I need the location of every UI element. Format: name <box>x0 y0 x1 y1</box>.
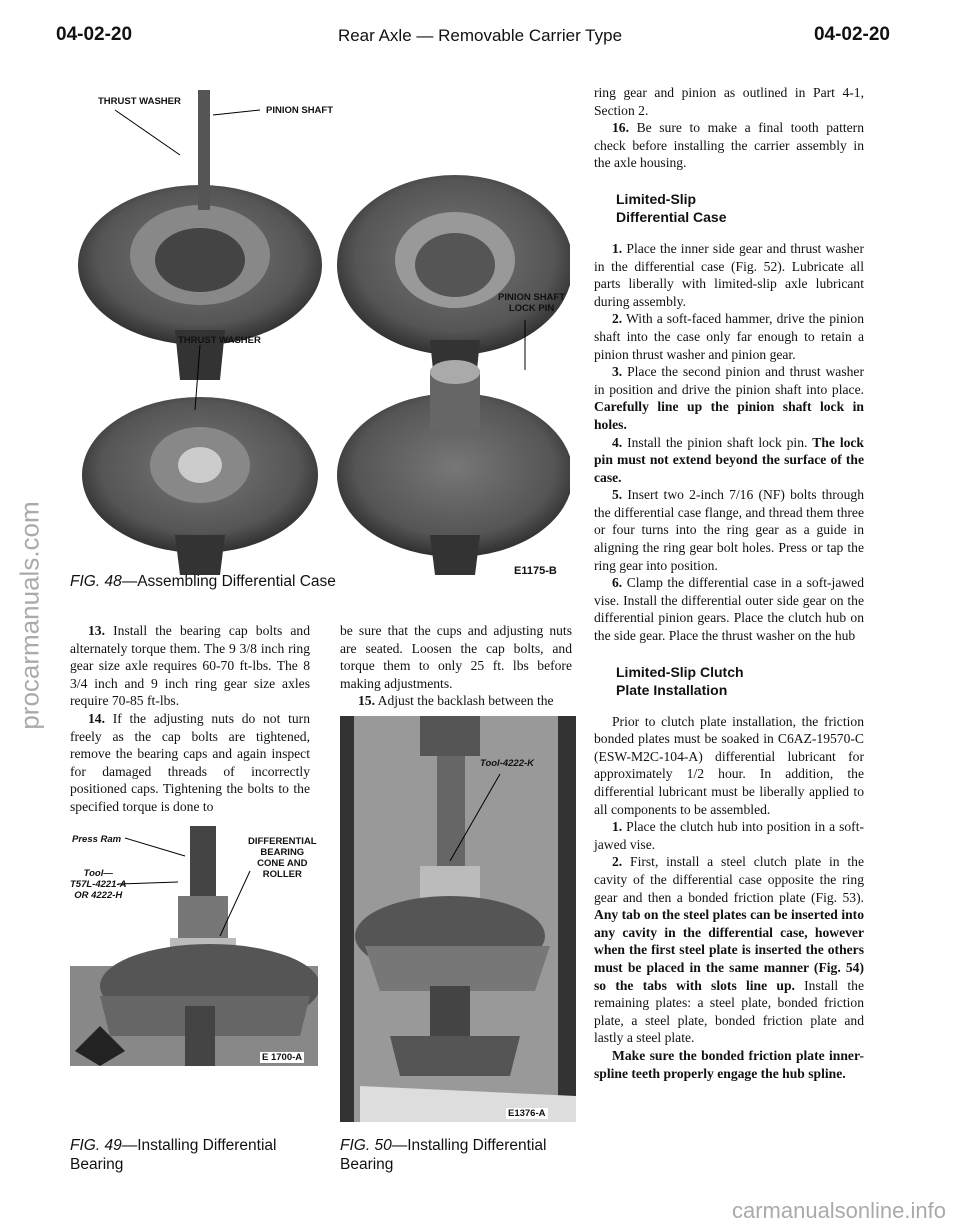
clutch-step-2 <box>594 853 864 1047</box>
case-step-1-text: Place the inner side gear and thrust washer in the differential case (Fig. 52). Lubricate all parts liberally with limited-slip axle lubricant during assembly. <box>594 240 864 309</box>
clutch-final-note: Make sure the bonded friction plate inner-spline teeth properly engage the hub spline. <box>594 1047 864 1081</box>
figure-50-illustration <box>340 716 576 1122</box>
label-tool-49-line3: OR 4222-H <box>74 890 123 901</box>
case-step-2-number: 2. <box>612 311 623 327</box>
label-tool-49-line2: T57L-4221-A <box>70 879 127 890</box>
label-thrust-washer-2: THRUST WASHER <box>178 335 261 346</box>
heading-limited-slip-clutch-plate-installation <box>616 663 864 699</box>
label-bearing-line1: DIFFERENTIAL <box>248 836 317 847</box>
figure-49-caption-line2: Bearing <box>70 1156 124 1173</box>
label-pinion-shaft: PINION SHAFT <box>266 105 334 116</box>
case-step-4-text: Install the pinion shaft lock pin. <box>622 434 813 450</box>
heading-1-line1: Limited-Slip <box>616 190 697 207</box>
case-step-3-emphasis: Carefully line up the pinion shaft lock in holes. <box>594 399 864 432</box>
case-step-2-text: With a soft-faced hammer, drive the pinion shaft into the case only far enough to retain a pinion thrust washer and pinion gear. <box>594 311 864 362</box>
step-13-text: Install the bearing cap bolts and alternately torque them. The 9 3/8 inch ring gear size axle requires 60-70 ft-lbs. The 8 3/4 inch and 9 inch ring gear size axles require 70-85 ft-lbs. <box>70 623 310 709</box>
side-watermark: procarmanuals.com <box>14 501 45 730</box>
label-pinion-shaft-lock-pin-line2: LOCK PIN <box>508 303 555 314</box>
case-step-3-number: 3. <box>612 364 623 380</box>
case-step-4-emphasis: The lock pin must not extend beyond the surface of the case. <box>594 434 864 485</box>
step-15-number: 15. <box>358 693 375 709</box>
label-pinion-shaft-lock-pin-line1: PINION SHAFT <box>498 292 566 303</box>
page-number-right: 04-02-20 <box>813 24 890 45</box>
heading-1-line2: Differential Case <box>616 208 727 225</box>
case-step-5-number: 5. <box>612 487 623 503</box>
case-step-6-text: Clamp the differential case in a soft-jawed vise. Install the differential outer side gear on the differential pinion gears. Place the clutch hub on the side gear. Place the thrust washer on the hub <box>594 575 864 644</box>
figure-50 <box>340 716 576 1122</box>
running-title: Rear Axle — Removable Carrier Type <box>337 26 623 45</box>
page-number-left: 04-02-20 <box>56 24 133 45</box>
label-tool-49 <box>70 868 127 901</box>
label-bearing-line3: CONE AND <box>257 858 308 869</box>
clutch-step-1-number: 1. <box>612 819 623 835</box>
paragraph-16 <box>594 119 864 172</box>
clutch-step-1-text: Place the clutch hub into position in a soft-jawed vise. <box>594 819 864 852</box>
paragraph-15-continued: ring gear and pinion as outlined in Part 4-1, Section 2. <box>594 85 864 118</box>
heading-2-line2: Plate Installation <box>616 681 728 698</box>
case-step-5-text: Insert two 2-inch 7/16 (NF) bolts through the differential case flange, and thread them three or four turns into the ring gear as a guide in aligning the ring gear bolt holes. Press or tap the ring gear into position. <box>594 487 864 573</box>
label-thrust-washer-1: THRUST WASHER <box>98 96 181 107</box>
heading-limited-slip-differential-case <box>616 190 864 226</box>
paragraph-15 <box>340 692 572 710</box>
figure-50-code: E1376-A <box>508 1108 546 1119</box>
step-14-number: 14. <box>88 710 105 726</box>
step-15-text: Adjust the backlash between the <box>375 693 554 709</box>
column-1-text <box>70 622 310 816</box>
label-bearing-line2: BEARING <box>260 847 305 858</box>
label-differential-bearing <box>248 836 317 880</box>
step-16-text: Be sure to make a final tooth pattern check before installing the carrier assembly in the axle housing. <box>594 120 864 171</box>
figure-48-caption <box>70 572 336 591</box>
figure-50-caption <box>340 1136 546 1174</box>
figure-49 <box>70 826 318 1066</box>
case-step-3 <box>594 363 864 433</box>
figure-49-caption <box>70 1136 276 1174</box>
figure-49-number: FIG. 49 <box>70 1137 122 1154</box>
step-16-number: 16. <box>612 120 629 136</box>
clutch-step-2-text: First, install a steel clutch plate in the cavity of the differential case opposite the ring gear and then a bonded friction plate (Fig. 53). <box>594 854 864 905</box>
case-step-2 <box>594 310 864 363</box>
case-step-5 <box>594 486 864 574</box>
case-step-4 <box>594 434 864 487</box>
figure-49-code: E 1700-A <box>262 1052 303 1063</box>
figure-48-caption-text: —Assembling Differential Case <box>121 573 336 590</box>
figure-48-illustration <box>70 80 570 580</box>
paragraph-14 <box>70 710 310 816</box>
case-step-6-number: 6. <box>612 575 623 591</box>
case-step-3-text: Place the second pinion and thrust washer in position and drive the pinion shaft into place. <box>594 364 864 397</box>
label-pinion-shaft-lock-pin <box>498 292 565 314</box>
step-14-text: If the adjusting nuts do not turn freely as the cap bolts are tightened, remove the bearing caps and again inspect for damaged threads of incorrectly positioned caps. Tightening the bolts to the specified torque is done to <box>70 710 310 814</box>
case-step-4-number: 4. <box>612 434 623 450</box>
clutch-step-2-emphasis: Any tab on the steel plates can be inserted into any cavity in the differential case, however when the first steel plate is inserted the others must be placed in the same manner (Fig. 54) so the tabs with slots line up. <box>594 907 864 993</box>
case-step-1 <box>594 240 864 310</box>
clutch-step-2-tail: Install the remaining plates: a steel plate, bonded friction plate, a steel plate, bonded friction plate and lastly a steel plate. <box>594 977 864 1046</box>
column-3-text <box>594 84 864 1082</box>
figure-50-caption-line1: —Installing Differential <box>391 1137 547 1154</box>
paragraph-13 <box>70 622 310 710</box>
figure-49-caption-line1: —Installing Differential <box>121 1137 277 1154</box>
label-press-ram: Press Ram <box>72 834 122 845</box>
label-tool-4222-k: Tool-4222-K <box>480 758 535 769</box>
case-step-6 <box>594 574 864 644</box>
clutch-step-1 <box>594 818 864 853</box>
label-bearing-line4: ROLLER <box>262 869 302 880</box>
figure-50-caption-line2: Bearing <box>340 1156 394 1173</box>
figure-50-number: FIG. 50 <box>340 1137 392 1154</box>
column-2-text <box>340 622 572 710</box>
clutch-intro: Prior to clutch plate installation, the friction bonded plates must be soaked in C6AZ-19570-C (ESW-M2C-104-A) differential lubricant for approximately 1/2 hour. In addition, the differential lubricant must be liberally applied to all components to be assembled. <box>594 713 864 817</box>
bottom-watermark: carmanualsonline.info <box>731 1198 946 1223</box>
step-13-number: 13. <box>88 623 105 638</box>
paragraph-14-continued: be sure that the cups and adjusting nuts are seated. Loosen the cap bolts, and torque them to only 25 ft. lbs before making adjustments. <box>340 623 572 691</box>
clutch-step-2-number: 2. <box>612 854 623 870</box>
figure-48 <box>70 80 570 580</box>
case-step-1-number: 1. <box>612 240 623 256</box>
figure-48-number: FIG. 48 <box>70 573 122 590</box>
heading-2-line1: Limited-Slip Clutch <box>616 663 744 680</box>
figure-48-code: E1175-B <box>514 565 557 577</box>
label-tool-49-line1: Tool— <box>83 868 113 879</box>
